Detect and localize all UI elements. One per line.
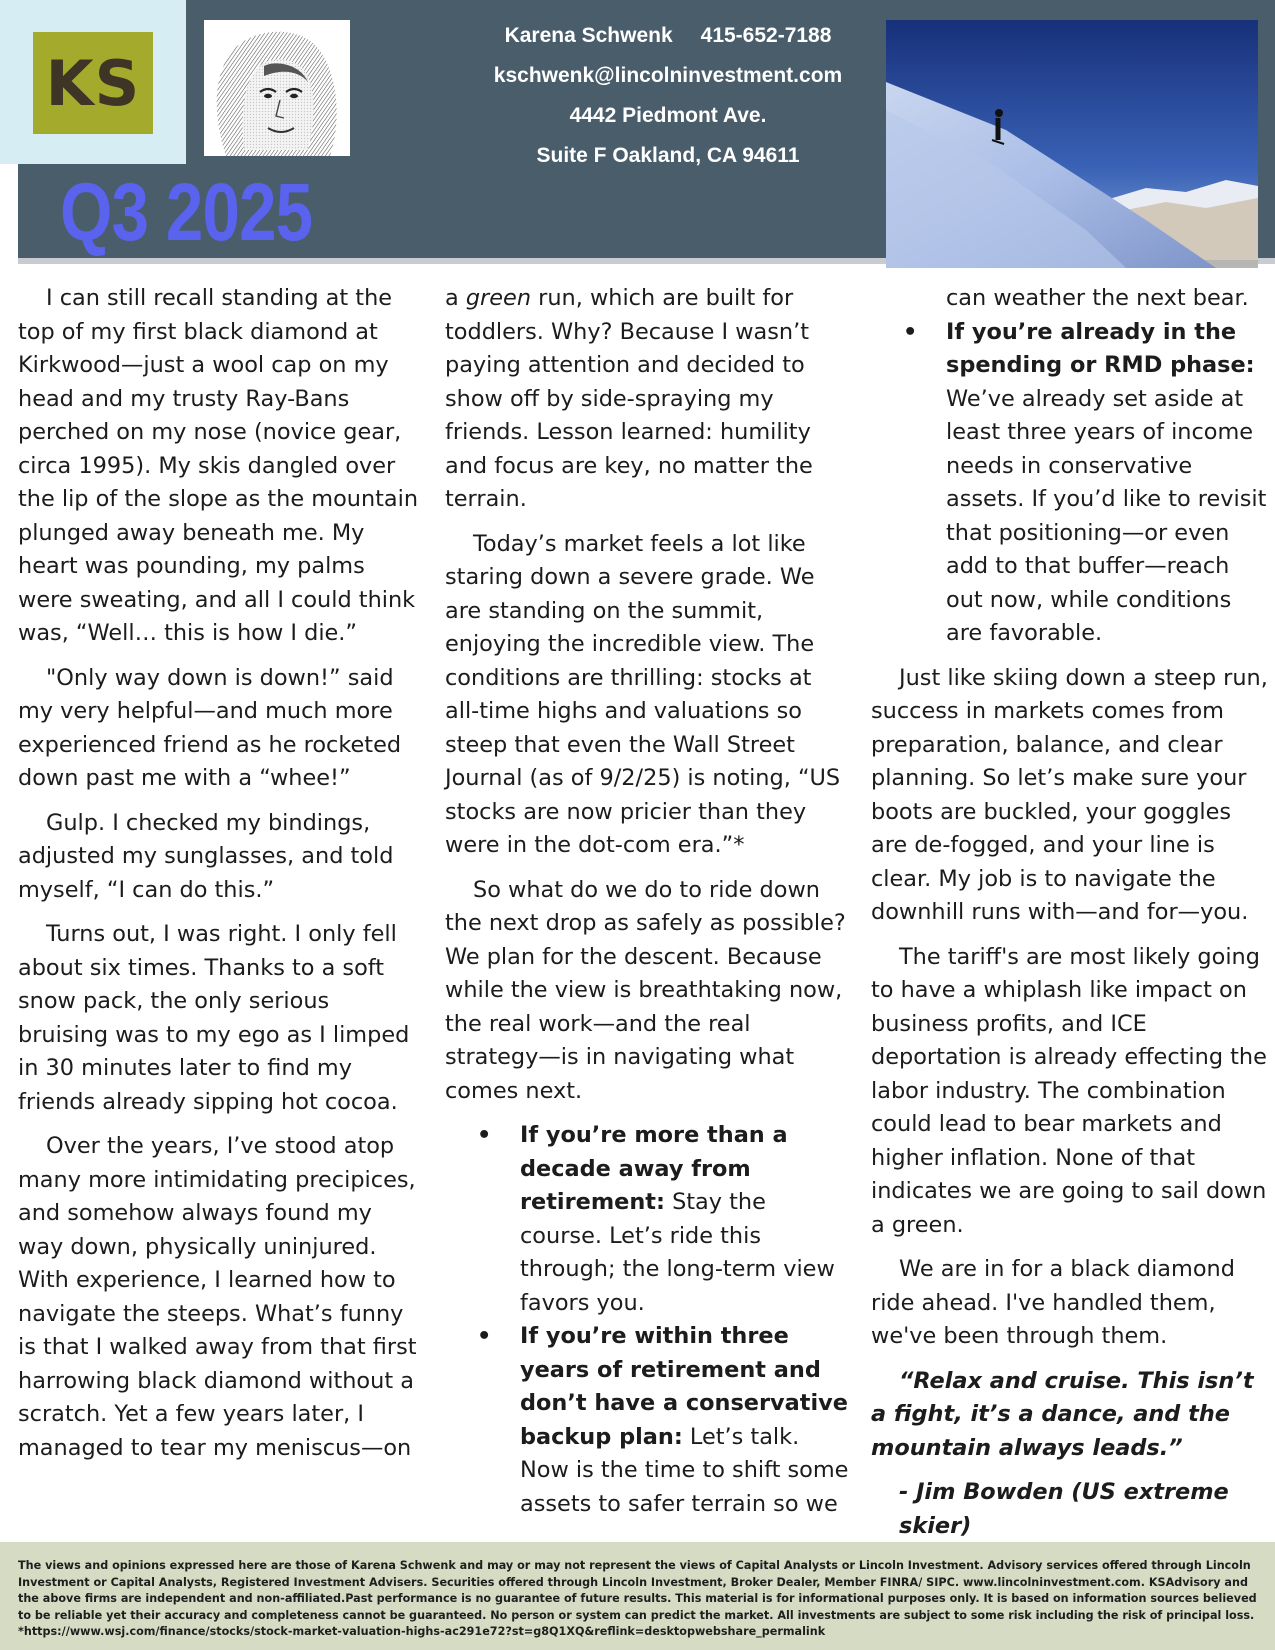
list-item bbox=[871, 316, 1271, 651]
header-banner bbox=[18, 0, 1275, 258]
paragraph: Over the years, I’ve stood atop many more intimidating precipices, and somehow always found my way down, physically uninjured. With experience, I learned how to navigate the steeps. What’s funny is that I walked away from that first harrowing black diamond without a scratch. Yet a few years later, I managed to tear my meniscus—on bbox=[18, 1133, 417, 1461]
paragraph: So what do we do to ride down the next drop as safely as possible? We plan for the descent. Because while the view is breathtaking now, the real work—and the real strategy—is in navigating what comes next. bbox=[445, 876, 846, 1104]
address-line-1: 4442 Piedmont Ave. bbox=[569, 104, 767, 127]
advisor-portrait bbox=[204, 20, 350, 156]
paragraph: We are in for a black diamond ride ahead. I've handled them, we've been through them. bbox=[871, 1256, 1235, 1349]
paragraph-continued bbox=[445, 282, 850, 517]
bullet-marker: • bbox=[477, 1323, 492, 1349]
advisor-name: Karena Schwenk bbox=[504, 24, 673, 47]
disclaimer-text: The views and opinions expressed here are those of Karena Schwenk and may or may not represent the views of Capital Analysts or Lincoln Investment. Advisory services offered through Lincoln Investment or Capital Analysts, Registered Investment Advisers. Securities offered through Lincoln Investment, Broker Dealer, Member FINRA/ SIPC. www.lincolninvestment.com. KSAdvisory and the above firms are independent and non-affiliated.Past performance is no guarantee of future results. This material is for informational purposes only. It is based on information sources believed to be reliable yet their accuracy and completeness cannot be guaranteed. No person or system can predict the market. All investments are subject to some risk including the risk of principal loss. *https://www.wsj.com/finance/stocks/stock-market-valuation-highs-ac291e72?st=g8Q1XQ&reflink=desktopwebshare_permalink bbox=[18, 1559, 1257, 1638]
text-run: a bbox=[445, 285, 466, 311]
skier-photo bbox=[886, 20, 1258, 268]
contact-block bbox=[458, 18, 878, 178]
bullet-heading: If you’re within three years of retirement and don’t have a conservative backup plan: bbox=[520, 1323, 848, 1450]
list-item bbox=[445, 1119, 850, 1320]
article-column-2 bbox=[445, 282, 850, 1521]
paragraph: "Only way down is down!” said my very helpful—and much more experienced friend as he rocketed down past me with a “whee!” bbox=[18, 664, 402, 791]
bullet-text: We’ve already set aside at least three years of income needs in conservative assets. If you’d like to revisit that positioning—or even add to that buffer—reach out now, while conditions are favorable. bbox=[946, 385, 1267, 646]
list-item bbox=[445, 1320, 850, 1521]
paragraph: Today’s market feels a lot like staring down a severe grade. We are standing on the summit, enjoying the incredible view. The conditions are thrilling: stocks at all-time highs and valuations so steep that even the Wall Street Journal (as of 9/2/25) is noting, “US stocks are now pricier than they were in the dot-com era.”* bbox=[445, 530, 841, 858]
pull-quote: “Relax and cruise. This isn’t a fight, it’s a dance, and the mountain always leads.” bbox=[871, 1367, 1254, 1461]
paragraph: Gulp. I checked my bindings, adjusted my sunglasses, and told myself, “I can do this.” bbox=[18, 809, 394, 903]
bullet-heading: If you’re more than a decade away from retirement: bbox=[520, 1122, 788, 1215]
logo-tile bbox=[0, 0, 186, 164]
quarter-title: Q3 2025 bbox=[60, 167, 313, 258]
phone-number[interactable]: 415-652-7188 bbox=[700, 24, 832, 47]
paragraph: Turns out, I was right. I only fell about six times. Thanks to a soft snow pack, the only serious bruising was to my ego as I limped in 30 minutes later to find my friends already sipping hot cocoa. bbox=[18, 921, 410, 1115]
article-column-3 bbox=[871, 282, 1271, 1543]
article-column-1 bbox=[18, 282, 423, 1476]
text-run: run, which are built for toddlers. Why? Because I wasn’t paying attention and decided to show off by side-spraying my friends. Lesson learned: humility and focus are key, no matter the terrain. bbox=[445, 285, 813, 512]
bullet-text: Let’s talk. Now is the time to shift some assets to safer terrain so we bbox=[520, 1423, 849, 1517]
bullet-marker: • bbox=[903, 318, 918, 345]
bullet-text: Stay the course. Let’s ride this through; the long-term view favors you. bbox=[520, 1189, 835, 1316]
italic-text-run: green bbox=[465, 285, 532, 311]
ks-logo: KS bbox=[33, 32, 153, 134]
paragraph: The tariff's are most likely going to have a whiplash like impact on business profits, and ICE deportation is already effecting the labor industry. The combination could lead to bear markets and higher inflation. None of that indicates we are going to sail down a green. bbox=[871, 943, 1267, 1238]
address-line-2: Suite F Oakland, CA 94611 bbox=[536, 144, 800, 167]
paragraph: Just like skiing down a steep run, success in markets comes from preparation, balance, and clear planning. So let’s make sure your boots are buckled, your goggles are de-fogged, and your line is clear. My job is to navigate the downhill runs with—and for—you. bbox=[871, 664, 1268, 925]
email-link[interactable]: kschwenk@lincolninvestment.com bbox=[493, 64, 843, 87]
bullet-heading: If you’re already in the spending or RMD phase: bbox=[946, 318, 1255, 378]
bullet-text-continued: can weather the next bear. bbox=[946, 285, 1249, 311]
bullet-marker: • bbox=[477, 1122, 492, 1148]
paragraph: I can still recall standing at the top of my first black diamond at Kirkwood—just a wool cap on my head and my trusty Ray-Bans perched on my nose (novice gear, circa 1995). My skis dangled over the lip of the slope as the mountain plunged away beneath me. My heart was pounding, my palms were sweating, and all I could think was, “Well… this is how I die.” bbox=[18, 285, 419, 646]
quote-attribution: - Jim Bowden (US extreme skier) bbox=[899, 1479, 1229, 1539]
disclaimer-footer bbox=[0, 1542, 1275, 1650]
